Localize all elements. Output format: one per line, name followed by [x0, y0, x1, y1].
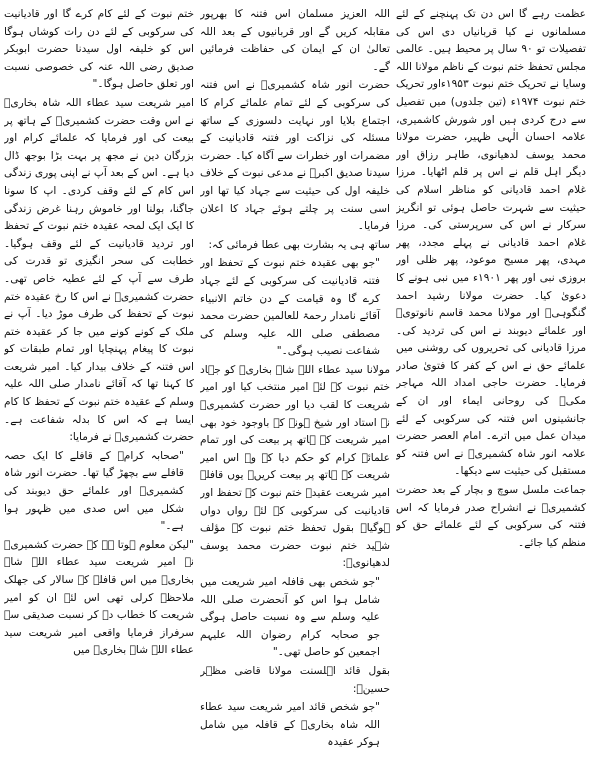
quote-paragraph: "جو شخص قائد امیر شریعت سید عطاء اللہ شاہ بخاریؒ کے قافلہ میں شامل ہوکر عقیدہ: [200, 701, 380, 749]
paragraph: مولانا سید عطاء اللہ شاہ بخاریؒ کو جہاد ختم نبوت کے لئے امیر منتخب کیا اور امیر شریعت کا لقب دیا اور حضرت کشمیریؒ نے استاد اور شیخ ہونے کے باوجود خود بھی امیر شریعت کے ہاتھ پر بیعت کی اور تمام علمائے کرام کو حکم دیا کہ وہ اس امیر شریعت کے ہاتھ پر بیعت کریں۔ یوں قافلہ امیر شریعت عقیدہ ختم نبوت کے تحفظ اور قادیانیت کی سرکوبی کے لئے رواں دواں ہوگیا۔ بقول تحفظ ختم نبوت کے مؤلف شہید ختم نبوت حضرت محمد یوسف لدھیانویؒ:: [200, 363, 390, 570]
paragraph: امیر شریعت سید عطاء اللہ شاہ بخاریؒ نے اس وقت حضرت کشمیریؒ کے ہاتھ پر بیعت کی اور فرمایا کہ علمائے کرام اور بزرگان دین نے مجھ پر بہت بڑا بوجھ ڈال دیا ہے۔ اس کے بعد آپ نے اپنی پوری زندگی اس کام کے لئے وقف کردی۔ اپ کا سونا جاگنا، بولنا اور خاموش رہنا غرض زندگی کا ایک ایک لمحہ عقیدہ ختم نبوت کے تحفظ اور تردید قادیانیت کے لئے وقف ہوگیا۔ خطابت کی سحر انگیزی تو قدرت کی طرف سے آپ کے لئے عطیہ خاص تھی۔ حضرت کشمیریؒ نے اس کا رخ عقیدہ ختم نبوت کے تحفظ کی طرف موڑ دیا۔ آپ نے ملک کے کونے کونے میں جا کر عقیدہ ختم نبوت کا پیغام پہنچایا اور تمام طبقات کو اس فتنہ کے خلاف بیدار کیا۔ امیر شریعت کا کہنا تھا کہ آقائے نامدار صلی اللہ علیہ وسلم کے عقیدہ ختم نبوت کے تحفظ کا کام ایسا ہے کہ اس کا بدلہ شفاعت ہے۔ حضرت کشمیریؒ نے فرمایا:: [4, 96, 194, 444]
paragraph: "لیکن معلوم ہوتا ہے کہ حضرت کشمیریؒ نے امیر شریعت سید عطاء اللہ شاہ بخاریؒ میں اس قافلے کے سالار کی جھلک ملاحظہ کرلی تھی اس لئے ان کو امیر شریعت کا خطاب دے کر نسبت صدیقی سے سرفراز فرمایا واقعی امیر شریعت سید عطاء اللہ شاہ بخاریؒ میں: [4, 538, 194, 657]
quote-paragraph: "صحابہ کرامؓ کے قافلے کا ایک حصہ قافلے سے بچھڑ گیا تھا۔ حضرت انور شاہ کشمیریؒ اور علمائے حق دیوبند کی شکل میں اس صدی میں ظہور ہوا ہے۔": [4, 449, 184, 533]
quote-paragraph: "جو بھی عقیدہ ختم نبوت کے تحفظ اور فتنہ قادیانیت کی سرکوبی کے لئے جہاد کرے گا وہ قیامت کے دن خاتم الانبیاء آقائے نامدار رحمۃ للعالمین حضرت محمد مصطفی صلی اللہ علیہ وسلم کی شفاعت نصیب ہوگی۔": [200, 257, 380, 358]
paragraph: بقول قائد اہلسنت مولانا قاضی مظہر حسینؒ:: [200, 664, 390, 695]
paragraph: عظمت رہے گا اس دن تک پہنچنے کے لئے مسلمانوں نے کیا قربانیاں دی اس کی تفصیلات تو ۹۰ سال پر محیط ہیں۔ عالمی مجلس تحفظ ختم نبوت کے ناظم مولانا اللہ وسایا نے تحریک ختم نبوت ۱۹۵۳ءاور تحریک ختم نبوت ۱۹۷۴ء (تین جلدوں) میں تفصیل سے درج کردی ہیں اور شورش کاشمیری، علامہ احسان الٰہی ظہیر، حضرت مولانا محمد یوسف لدھیانوی، طاہر رزاق اور دیگر اہل قلم نے اس پر قلم اٹھایا۔ مرزا غلام احمد قادیانی کو مناظر اسلام کی حیثیت سے شہرت حاصل ہوئی تو انگریز سرکار نے اس کی سرپرستی کی۔ مرزا غلام احمد قادیانی نے پہلے مجدد، پھر مہدی، پھر مسیح موعود، پھر ظلی اور بروزی نبی اور پھر ۱۹۰۱ء میں نبی ہونے کا دعویٰ کیا۔ حضرت مولانا رشید احمد گنگوہیؒ اور مولانا محمد قاسم نانوتویؒ اور علمائے دیوبند نے اس کی تردید کی۔ مرزا قادیانی کی تحریروں کی روشنی میں علمائے حق نے اس کے کفر کا فتویٰ صادر فرمایا۔ حضرت حاجی امداد اللہ مہاجر مکیؒ کی روحانی ایماء اور ان کے جانشینوں اس فتنہ کی سرکوبی کے لئے میدان عمل میں اترے۔ امام العصر حضرت علامہ انور شاہ کشمیریؒ نے اس فتنہ کو مستقبل کی حیثیت سے دیکھا۔: [396, 8, 586, 478]
column-middle: [200, 6, 390, 769]
paragraph: ساتھ ہی یہ بشارت بھی عطا فرمائی کہ:: [208, 238, 390, 251]
paragraph: ختم نبوت کے لئے کام کرے گا اور قادیانیت کی سرکوبی کے لئے دن رات کوشاں ہوگا اس کو خلیفہ اول سیدنا حضرت ابوبکر صدیق رضی اللہ عنہ کی خصوصی نسبت اور تعلق حاصل ہوگا۔": [4, 8, 194, 91]
column-left: [4, 6, 194, 769]
paragraph: جماعت ملسل سوچ و بچار کے بعد حضرت کشمیریؒ نے انشراح صدر فرمایا کہ اس فتنہ کی سرکوبی کے لئے علمائے حق کو منظم کیا جائے۔: [396, 484, 586, 549]
quote-paragraph: "جو شخص بھی قافلہ امیر شریعت میں شامل ہوا اس کو آنحضرت صلی اللہ علیہ وسلم سے وہ نسبت حاصل ہوگی جو صحابہ کرام رضوان اللہ علیہم اجمعین کو حاصل تھی۔": [200, 576, 380, 659]
paragraph: اللہ العزیز مسلمان اس فتنہ کا بھرپور مقابلہ کریں گے اور قربانیوں کے بعد اللہ تعالیٰ ان کے ایمان کی حفاظت فرمائیں گے۔: [200, 8, 390, 73]
paragraph: حضرت انور شاہ کشمیریؒ نے اس فتنہ کی سرکوبی کے لئے تمام علمائے کرام کا اجتماع بلایا اور نہایت دلسوزی کے ساتھ مسئلہ کی نزاکت اور فتنہ قادیانیت کے مضمرات اور خطرات سے آگاہ کیا۔ حضرت سیدنا صدیق اکبرؓ نے مدعی نبوت کے خلاف خلیفہ اول کی حیثیت سے جہاد کیا تھا اور اسی سنت پر چلتے ہوئے جہاد کا اعلان فرمایا۔: [200, 79, 390, 233]
column-right: [396, 6, 586, 769]
